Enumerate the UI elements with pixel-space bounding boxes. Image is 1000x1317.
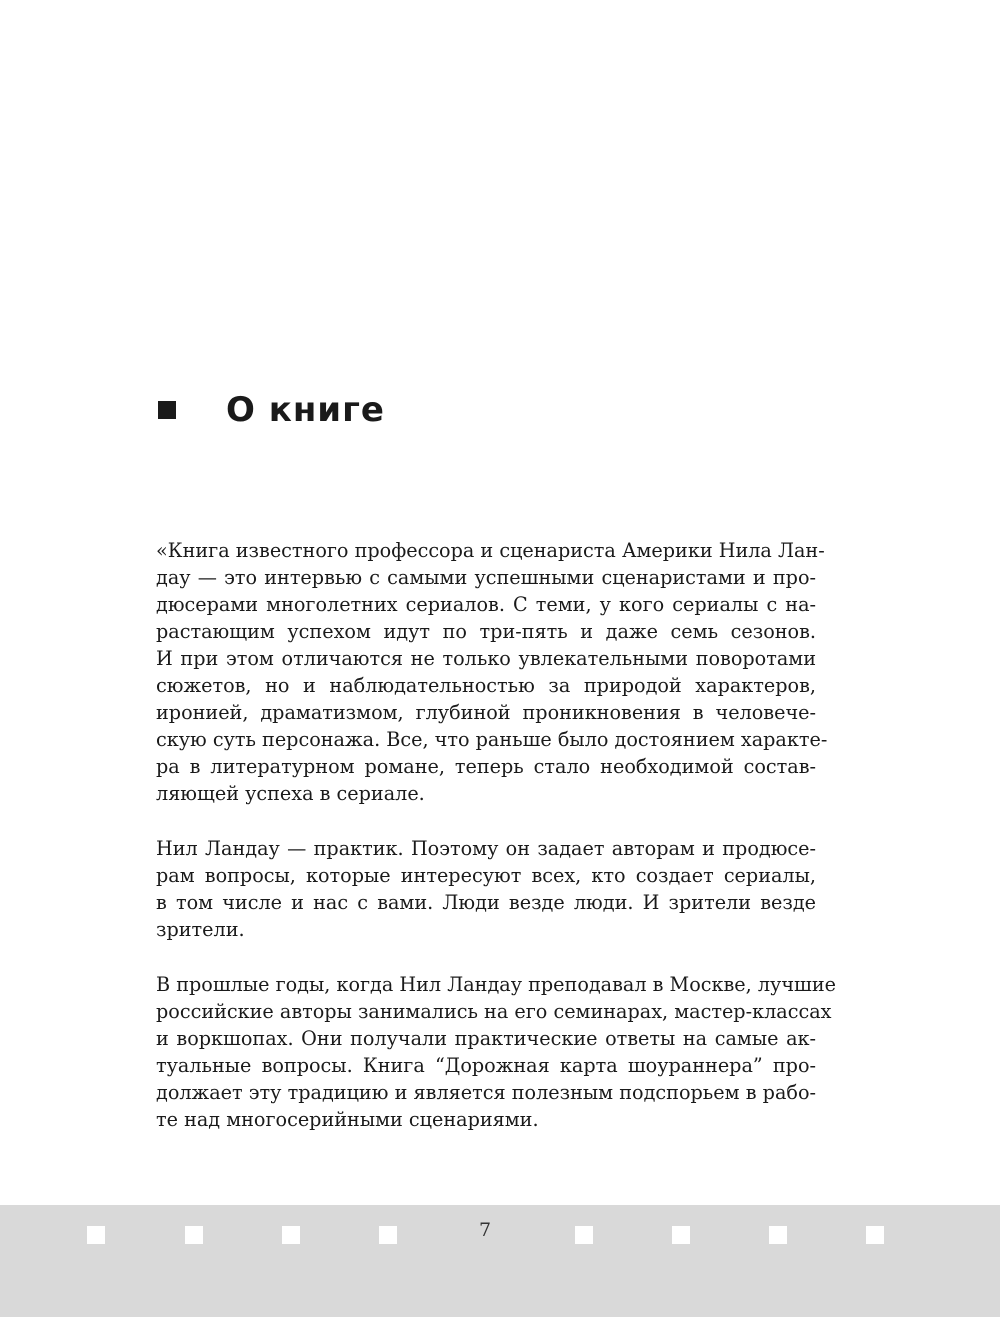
text-line: растающим успехом идут по три-пять и даже семь сезонов. <box>156 620 816 643</box>
text-line: должает эту традицию и является полезным подспорьем в рабо- <box>156 1081 816 1104</box>
text-line: В прошлые годы, когда Нил Ландау преподавал в Москве, лучшие <box>156 973 836 996</box>
text-line: российские авторы занимались на его семинарах, мастер-классах <box>156 1000 832 1023</box>
text-line: ляющей успеха в сериале. <box>156 782 425 805</box>
text-line: дюсерами многолетних сериалов. С теми, у кого сериалы с на- <box>156 593 816 616</box>
text-line: И при этом отличаются не только увлекательными поворотами <box>156 647 816 670</box>
page-footer <box>0 1205 1000 1317</box>
text-line: иронией, драматизмом, глубиной проникновения в человече- <box>156 701 816 724</box>
body-text <box>156 537 836 1161</box>
text-line: в том числе и нас с вами. Люди везде люди. И зрители везде <box>156 891 816 914</box>
paragraph-2 <box>156 835 816 943</box>
text-line: туальные вопросы. Книга “Дорожная карта шоураннера” про- <box>156 1054 816 1077</box>
footer-square-decoration <box>575 1226 593 1244</box>
footer-square-decoration <box>282 1226 300 1244</box>
text-line: Нил Ландау — практик. Поэтому он задает авторам и продюсе- <box>156 837 816 860</box>
footer-square-decoration <box>769 1226 787 1244</box>
footer-square-decoration <box>379 1226 397 1244</box>
text-line: рам вопросы, которые интересуют всех, кто создает сериалы, <box>156 864 816 887</box>
footer-square-decoration <box>866 1226 884 1244</box>
text-line: и воркшопах. Они получали практические ответы на самые ак- <box>156 1027 816 1050</box>
text-line: скую суть персонажа. Все, что раньше было достоянием характе- <box>156 728 828 751</box>
text-line: сюжетов, но и наблюдательностью за природой характеров, <box>156 674 816 697</box>
page-title: О книге <box>226 390 385 430</box>
paragraph-3 <box>156 971 836 1133</box>
text-line: дау — это интервью с самыми успешными сценаристами и про- <box>156 566 816 589</box>
page-number: 7 <box>478 1219 492 1241</box>
footer-square-decoration <box>87 1226 105 1244</box>
footer-square-decoration <box>672 1226 690 1244</box>
text-line: зрители. <box>156 918 245 941</box>
text-line: ра в литературном романе, теперь стало необходимой состав- <box>156 755 816 778</box>
text-line: «Книга известного профессора и сценариста Америки Нила Лан- <box>156 539 825 562</box>
text-line: те над многосерийными сценариями. <box>156 1108 539 1131</box>
heading-square-bullet <box>158 401 176 419</box>
footer-square-decoration <box>185 1226 203 1244</box>
paragraph-1 <box>156 537 828 807</box>
chapter-heading <box>158 388 385 432</box>
